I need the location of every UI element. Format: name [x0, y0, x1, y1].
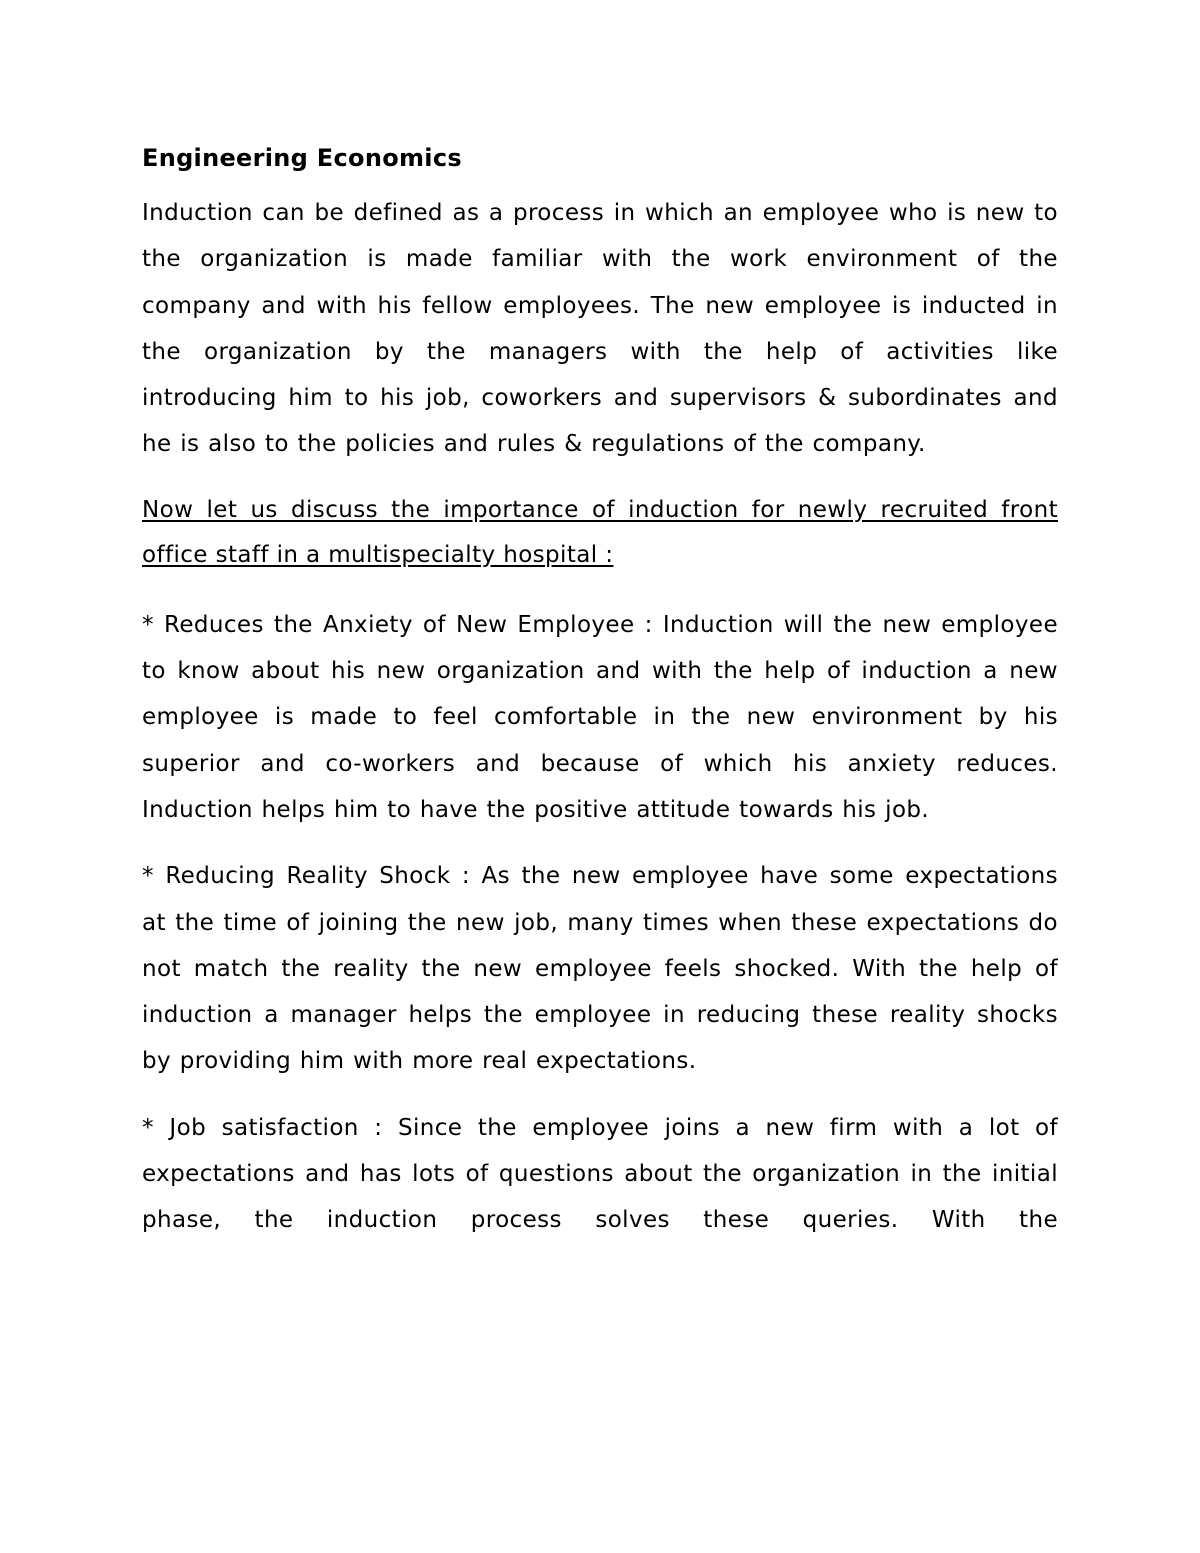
point-anxiety: * Reduces the Anxiety of New Employee : Induction will the new employee to know about his new organization and with the help of induction a new employee is made to feel comfortable in the new environment by his superior and co-workers and because of which his anxiety reduces. Induction helps him to have the positive attitude towards his job.	[142, 611, 1058, 823]
document-title: Engineering Economics	[142, 144, 462, 172]
point-reality-shock: * Reducing Reality Shock : As the new employee have some expectations at the time of joining the new job, many times when these expectations do not match the reality the new employee feels shocked. With the help of induction a manager helps the employee in reducing these reality shocks by providing him with more real expectations.	[142, 863, 1058, 1075]
intro-paragraph: Induction can be defined as a process in which an employee who is new to the organization is made familiar with the work environment of the company and with his fellow employees. The new employee is inducted in the organization by the managers with the help of activities like introducing him to his job, coworkers and supervisors & subordinates and he is also to the policies and rules & regulations of the company.	[142, 200, 1058, 458]
document-page	[142, 138, 1058, 1264]
point-job-satisfaction: * Job satisfaction : Since the employee joins a new firm with a lot of expectations and has lots of questions about the organization in the initial phase, the induction process solves these queries. With the	[142, 1114, 1058, 1234]
section-subheading: Now let us discuss the importance of induction for newly recruited front office staff in a multispecialty hospital :	[142, 496, 1058, 568]
